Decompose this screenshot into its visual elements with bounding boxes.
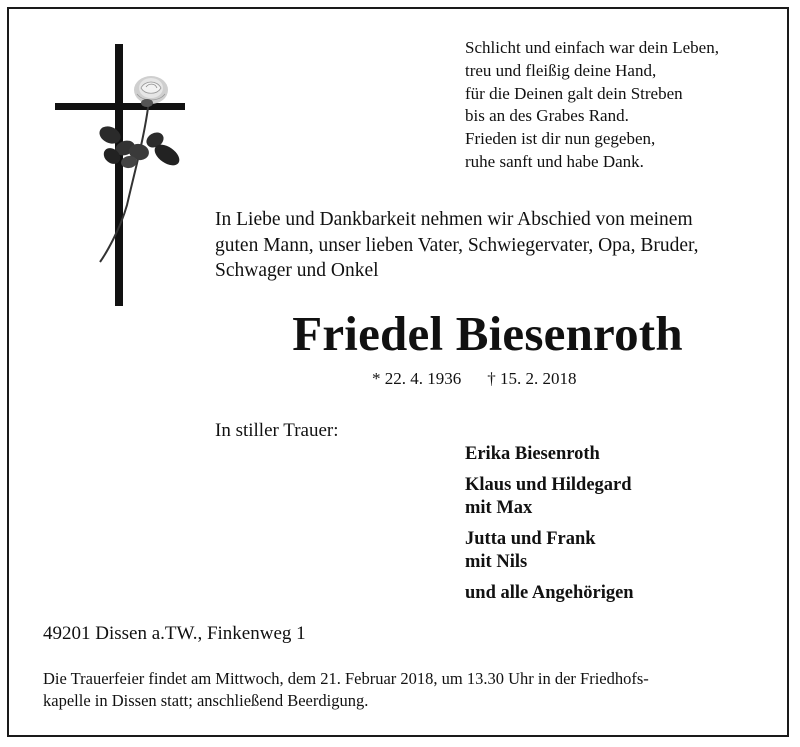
notice-line: Die Trauerfeier findet am Mittwoch, dem 21. Februar 2018, um 13.30 Uhr in der Friedhofs- [43,669,649,688]
family-group [465,443,634,466]
cross-with-rose-icon [45,40,195,310]
family-group [465,528,634,574]
birth-date: * 22. 4. 1936 [372,369,462,388]
poem-line: Schlicht und einfach war dein Leben, [465,38,719,57]
family-group [465,474,634,520]
poem-line: ruhe sanft und habe Dank. [465,151,644,171]
intro-text [215,207,765,284]
family-line: Klaus und Hildegard [465,475,632,495]
intro-line: Schwager und Onkel [215,260,379,282]
family-line: mit Nils [465,552,528,572]
poem-line: für die Deinen galt dein Streben [465,83,683,103]
deceased-name: Friedel Biesenroth [292,306,683,361]
poem-line: bis an des Grabes Rand. [465,106,629,126]
poem-line: Frieden ist dir nun gegeben, [465,129,656,149]
poem-line: treu und fleißig deine Hand, [465,60,657,80]
intro-line: guten Mann, unser lieben Vater, Schwiegervater, Opa, Bruder, [215,234,699,256]
family-line: Erika Biesenroth [465,444,600,464]
family-list [465,443,634,613]
family-line: mit Max [465,498,533,518]
intro-line: In Liebe und Dankbarkeit nehmen wir Abschied von meinem [215,209,693,230]
family-group [465,582,634,605]
mourning-label: In stiller Trauer: [215,420,339,441]
poem [465,37,719,174]
life-dates [372,368,577,390]
funeral-notice [43,668,765,712]
family-line: Jutta und Frank [465,529,596,549]
family-line: und alle Angehörigen [465,583,634,603]
address: 49201 Dissen a.TW., Finkenweg 1 [43,623,306,644]
notice-line: kapelle in Dissen statt; anschließend Beerdigung. [43,691,369,710]
death-date: † 15. 2. 2018 [487,369,577,388]
